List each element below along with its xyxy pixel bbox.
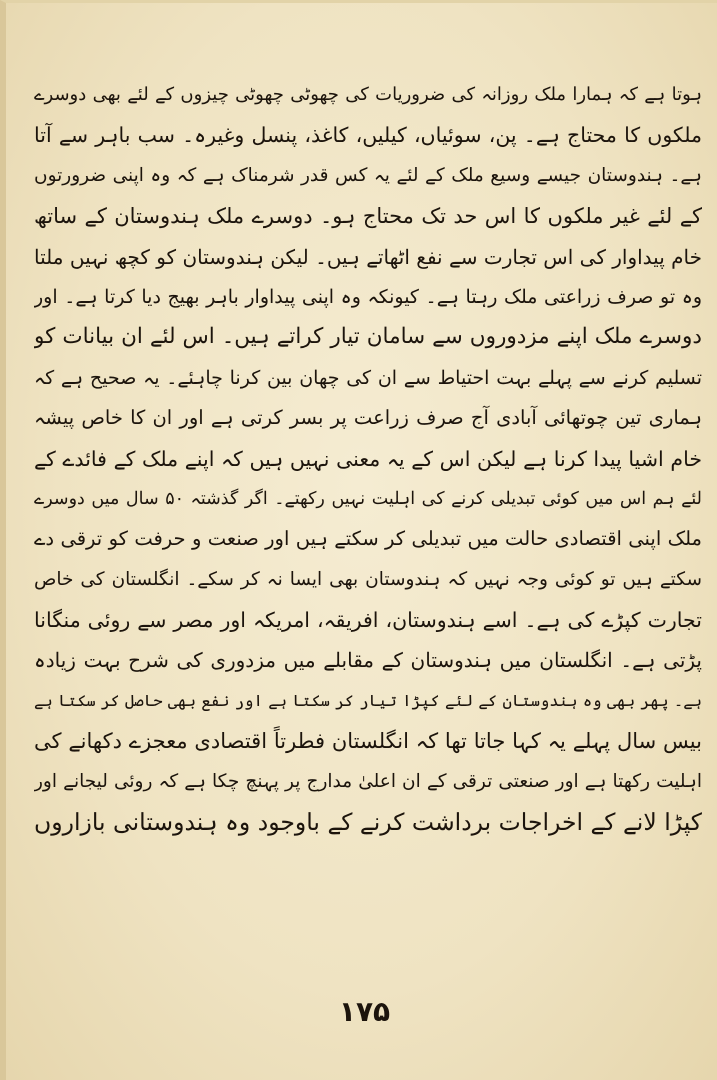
text-line: خام اشیا پیدا کرنا ہے لیکن اس کے یہ معنی نہیں ہیں کہ اپنے ملک کے فائدے کے: [34, 446, 702, 471]
text-line: تجارت کپڑے کی ہے۔ اسے ہندوستان، افریقہ، امریکہ اور مصر سے روئی منگانا: [34, 608, 702, 633]
text-line: اہلیت رکھتا ہے اور صنعتی ترقی کے ان اعلیٰ مدارج پر پہنچ چکا ہے کہ روئی لیجانے اور: [34, 770, 702, 792]
text-line: ہے۔ ہندوستان جیسے وسیع ملک کے لئے یہ کس قدر شرمناک ہے کہ وہ اپنی ضرورتوں: [34, 164, 702, 186]
text-line: بیس سال پہلے یہ کہا جاتا تھا کہ انگلستان فطرتاً اقتصادی معجزے دکھانے کی: [34, 729, 702, 754]
text-line: لئے ہم اس میں کوئی تبدیلی کرنے کی اہلیت نہیں رکھتے۔ اگر گذشتہ ۵۰ سال میں دوسرے: [34, 488, 702, 509]
text-line: ملک اپنی اقتصادی حالت میں تبدیلی کر سکتے ہیں اور صنعت و حرفت کو ترقی دے: [34, 527, 702, 551]
text-line: ہے۔ پھر بھی وہ ہندوستان کے لئے کپڑا تیار کر سکتا ہے اور نفع بھی حاصل کر سکتا ہے: [34, 690, 702, 710]
text-line: خام پیداوار کی اس تجارت سے نفع اٹھاتے ہیں۔ لیکن ہندوستان کو کچھ نہیں ملتا: [34, 244, 702, 269]
text-line: ہماری تین چوتھائی آبادی آج صرف زراعت پر بسر کرتی ہے اور ان کا خاص پیشہ: [34, 406, 702, 430]
text-line: وہ تو صرف زراعتی ملک رہتا ہے۔ کیونکہ وہ اپنی پیداوار باہر بھیج دیا کرتا ہے۔ اور: [34, 285, 702, 308]
text-line: پڑتی ہے۔ انگلستان میں ہندوستان کے مقابلے میں مزدوری کی شرح بہت زیادہ: [34, 648, 702, 673]
text-line: دوسرے ملک اپنے مزدوروں سے سامان تیار کراتے ہیں۔ اس لئے ان بیانات کو: [34, 324, 702, 350]
text-line: کپڑا لانے کے اخراجات برداشت کرنے کے باوجود وہ ہندوستانی بازاروں: [34, 808, 702, 837]
body-text: [34, 75, 702, 842]
text-line: ہوتا ہے کہ ہمارا ملک روزانہ کی ضروریات کی چھوٹی چھوٹی چیزوں کے لئے بھی دوسرے: [34, 84, 702, 105]
text-line: کے لئے غیر ملکوں کا اس حد تک محتاج ہو۔ دوسرے ملک ہندوستان کے ساتھ: [34, 204, 702, 229]
text-line: ملکوں کا محتاج ہے۔ پن، سوئیاں، کیلیں، کاغذ، پنسل وغیرہ۔ سب باہر سے آتا: [34, 123, 702, 148]
page-number: ۱۷۵: [338, 995, 391, 1028]
text-line: تسلیم کرنے سے پہلے بہت احتیاط سے ان کی چھان بین کرنا چاہئے۔ یہ صحیح ہے کہ: [34, 366, 702, 389]
text-line: سکتے ہیں تو کوئی وجہ نہیں کہ ہندوستان بھی ایسا نہ کر سکے۔ انگلستان کی خاص: [34, 568, 702, 590]
